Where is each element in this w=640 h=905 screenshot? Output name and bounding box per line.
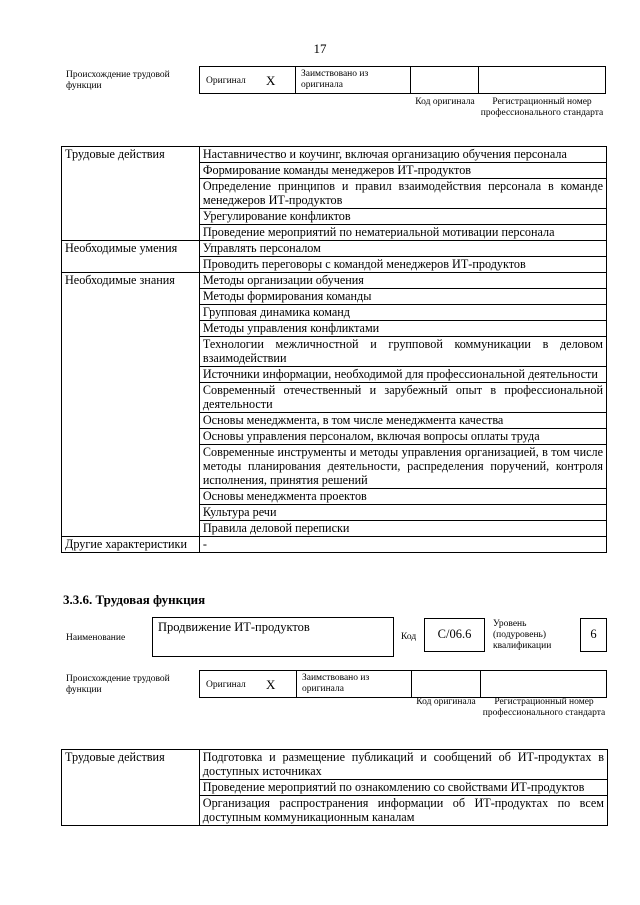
reg-number-caption: Регистрационный номер профессионального стандарта <box>480 97 604 118</box>
table-row <box>62 537 607 553</box>
code-original-cell <box>410 66 479 94</box>
row-label: Трудовые действия <box>62 750 200 826</box>
original-mark: X <box>266 73 276 88</box>
level-value-cell <box>580 618 607 652</box>
list-item: Основы менеджмента проектов <box>199 489 606 505</box>
original-cell <box>199 66 296 94</box>
borrowed-label-2: Заимствовано из оригинала <box>302 673 370 694</box>
list-item: Подготовка и размещение публикаций и сообщений об ИТ-продуктах в доступных источниках <box>199 750 607 780</box>
row-label: Другие характеристики <box>62 537 200 553</box>
list-item: Технологии межличностной и групповой коммуникации в деловом взаимодействии <box>199 337 606 367</box>
list-item: Методы управления конфликтами <box>199 321 606 337</box>
list-item: Организация распространения информации об ИТ-продуктах по всем доступным коммуникационным каналам <box>199 796 607 826</box>
code-label: Код <box>401 632 417 642</box>
list-item: Проведение мероприятий по ознакомлению со свойствами ИТ-продуктов <box>199 780 607 796</box>
list-item: Урегулирование конфликтов <box>199 209 606 225</box>
code-value: С/06.6 <box>437 627 472 641</box>
list-item: Методы организации обучения <box>199 273 606 289</box>
borrowed-cell-2 <box>296 670 412 698</box>
reg-number-cell <box>478 66 606 94</box>
list-item: Управлять персоналом <box>199 241 606 257</box>
level-label: Уровень (подуровень) квалификации <box>493 619 552 651</box>
original-mark-2: X <box>266 677 276 692</box>
row-label: Необходимые знания <box>62 273 200 537</box>
list-item: Культура речи <box>199 505 606 521</box>
list-item: Наставничество и коучинг, включая организацию обучения персонала <box>199 147 606 163</box>
name-value: Продвижение ИТ-продуктов <box>158 620 310 634</box>
function-table-1 <box>61 146 607 553</box>
function-table-2 <box>61 749 608 826</box>
list-item: Правила деловой переписки <box>199 521 606 537</box>
table-row <box>62 241 607 257</box>
origin-label-2: Происхождение трудовой функции <box>66 674 170 695</box>
reg-number-cell-2 <box>480 670 607 698</box>
list-item: Основы управления персоналом, включая вопросы оплаты труда <box>199 429 606 445</box>
list-item: Источники информации, необходимой для профессиональной деятельности <box>199 367 606 383</box>
table-row <box>62 750 608 780</box>
list-item: Современный отечественный и зарубежный опыт в профессиональной деятельности <box>199 383 606 413</box>
code-original-caption-2: Код оригинала <box>416 697 476 707</box>
borrowed-cell <box>295 66 411 94</box>
list-item: - <box>199 537 606 553</box>
original-label-2: Оригинал <box>206 680 246 690</box>
list-item: Определение принципов и правил взаимодействия персонала в команде менеджеров ИТ-продуктов <box>199 179 606 209</box>
section-heading: 3.3.6. Трудовая функция <box>63 592 206 607</box>
page-number: 17 <box>313 41 327 56</box>
name-value-cell <box>152 617 394 657</box>
row-label: Необходимые умения <box>62 241 200 273</box>
list-item: Формирование команды менеджеров ИТ-продуктов <box>199 163 606 179</box>
list-item: Методы формирования команды <box>199 289 606 305</box>
code-value-cell <box>424 618 485 652</box>
origin-label: Происхождение трудовой функции <box>66 70 170 91</box>
level-value: 6 <box>590 627 597 641</box>
original-label: Оригинал <box>206 76 246 86</box>
row-label: Трудовые действия <box>62 147 200 241</box>
reg-number-caption-2: Регистрационный номер профессионального стандарта <box>482 697 606 718</box>
code-original-caption: Код оригинала <box>415 97 475 107</box>
list-item: Групповая динамика команд <box>199 305 606 321</box>
code-original-cell-2 <box>411 670 481 698</box>
name-label: Наименование <box>66 633 126 643</box>
list-item: Проводить переговоры с командой менеджеров ИТ-продуктов <box>199 257 606 273</box>
list-item: Основы менеджмента, в том числе менеджмента качества <box>199 413 606 429</box>
list-item: Современные инструменты и методы управления организацией, в том числе методы планирования деятельности, распределения поручений, контроля исполнения, принятия решений <box>199 445 606 489</box>
table-row <box>62 273 607 289</box>
borrowed-label: Заимствовано из оригинала <box>301 69 369 90</box>
table-row <box>62 147 607 163</box>
original-cell-2 <box>199 670 297 698</box>
list-item: Проведение мероприятий по нематериальной мотивации персонала <box>199 225 606 241</box>
